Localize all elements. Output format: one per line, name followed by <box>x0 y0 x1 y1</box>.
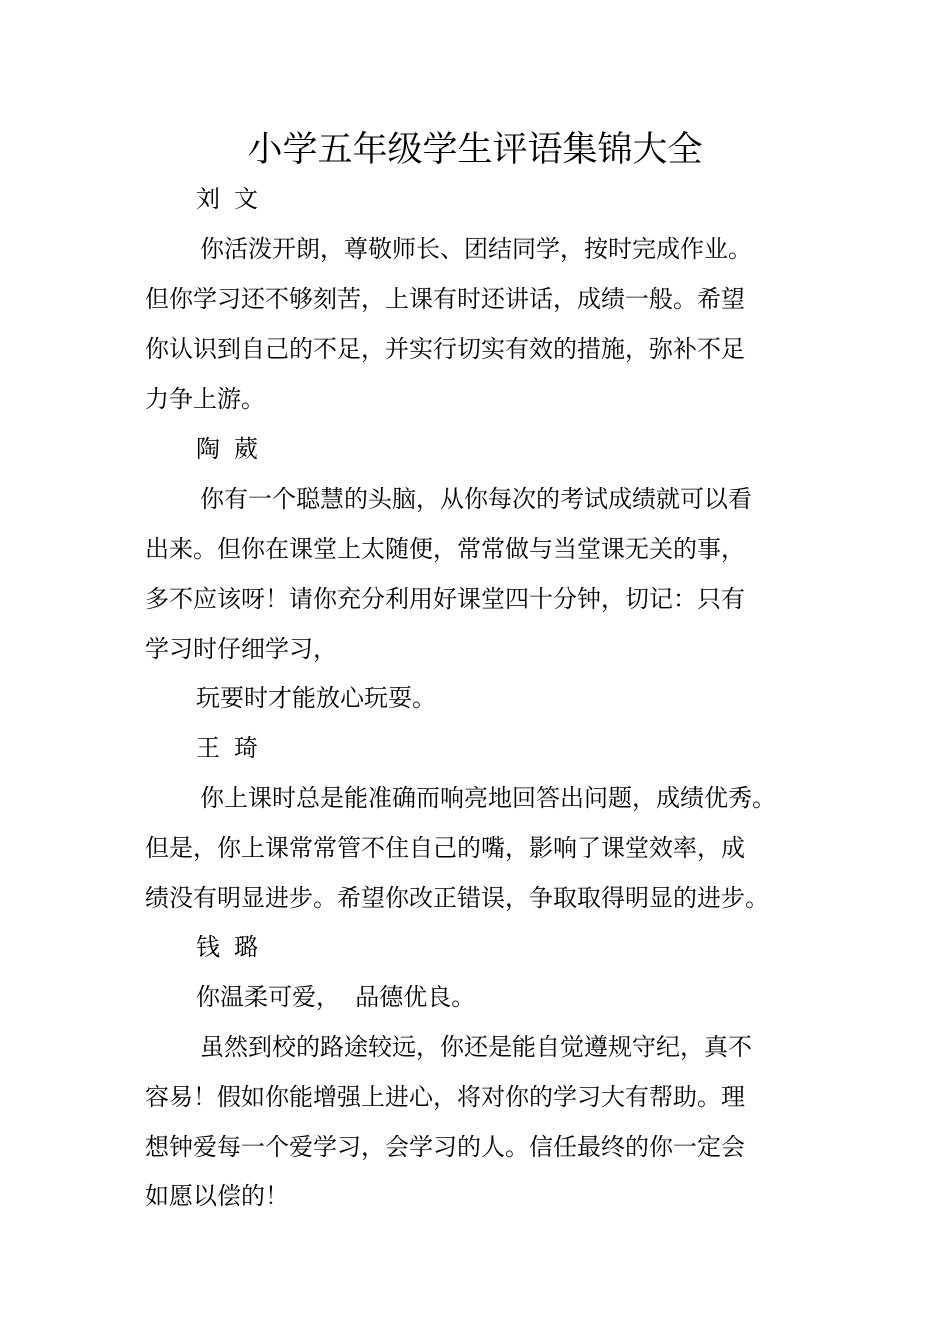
comment-line: 你温柔可爱， 品德优良。 <box>196 983 476 1011</box>
comment-line: 容易！假如你能增强上进心，将对你的学习大有帮助。理 <box>145 1083 745 1111</box>
comment-line: 但你学习还不够刻苦，上课有时还讲话，成绩一般。希望 <box>145 285 745 313</box>
comment-line: 绩没有明显进步。希望你改正错误，争取取得明显的进步。 <box>145 884 769 912</box>
name-char: 文 <box>234 185 258 213</box>
name-char: 璐 <box>234 933 258 961</box>
name-char: 陶 <box>196 435 220 463</box>
comment-line: 玩要时才能放心玩耍。 <box>196 684 436 712</box>
student-name-liu-wen <box>196 181 258 217</box>
comment-line: 想钟爱每一个爱学习，会学习的人。信任最终的你一定会 <box>145 1133 745 1161</box>
comment-line: 你上课时总是能准确而响亮地回答出问题，成绩优秀。 <box>200 784 776 812</box>
comment-line: 力争上游。 <box>145 385 265 413</box>
student-name-tao-wei <box>196 431 258 467</box>
comment-line: 你活泼开朗，尊敬师长、团结同学，按时完成作业。 <box>200 235 752 263</box>
name-char: 刘 <box>196 185 220 213</box>
comment-line: 你认识到自己的不足，并实行切实有效的措施，弥补不足 <box>145 335 745 363</box>
name-char: 钱 <box>196 933 220 961</box>
student-name-qian-lu <box>196 929 258 965</box>
name-char: 葳 <box>234 435 258 463</box>
name-char: 王 <box>196 734 220 762</box>
comment-line: 但是，你上课常常管不住自己的嘴，影响了课堂效率，成 <box>145 834 745 862</box>
page-title: 小学五年级学生评语集锦大全 <box>247 130 703 170</box>
comment-line: 虽然到校的路途较远，你还是能自觉遵规守纪，真不 <box>200 1033 752 1061</box>
comment-line: 如愿以偿的！ <box>145 1182 289 1210</box>
comment-line: 出来。但你在课堂上太随便，常常做与当堂课无关的事， <box>145 535 745 563</box>
comment-line: 多不应该呀！请你充分利用好课堂四十分钟，切记：只有 <box>145 585 745 613</box>
comment-line: 学习时仔细学习， <box>145 635 337 663</box>
student-name-wang-qi <box>196 730 258 766</box>
name-char: 琦 <box>234 734 258 762</box>
comment-line: 你有一个聪慧的头脑，从你每次的考试成绩就可以看 <box>200 485 752 513</box>
